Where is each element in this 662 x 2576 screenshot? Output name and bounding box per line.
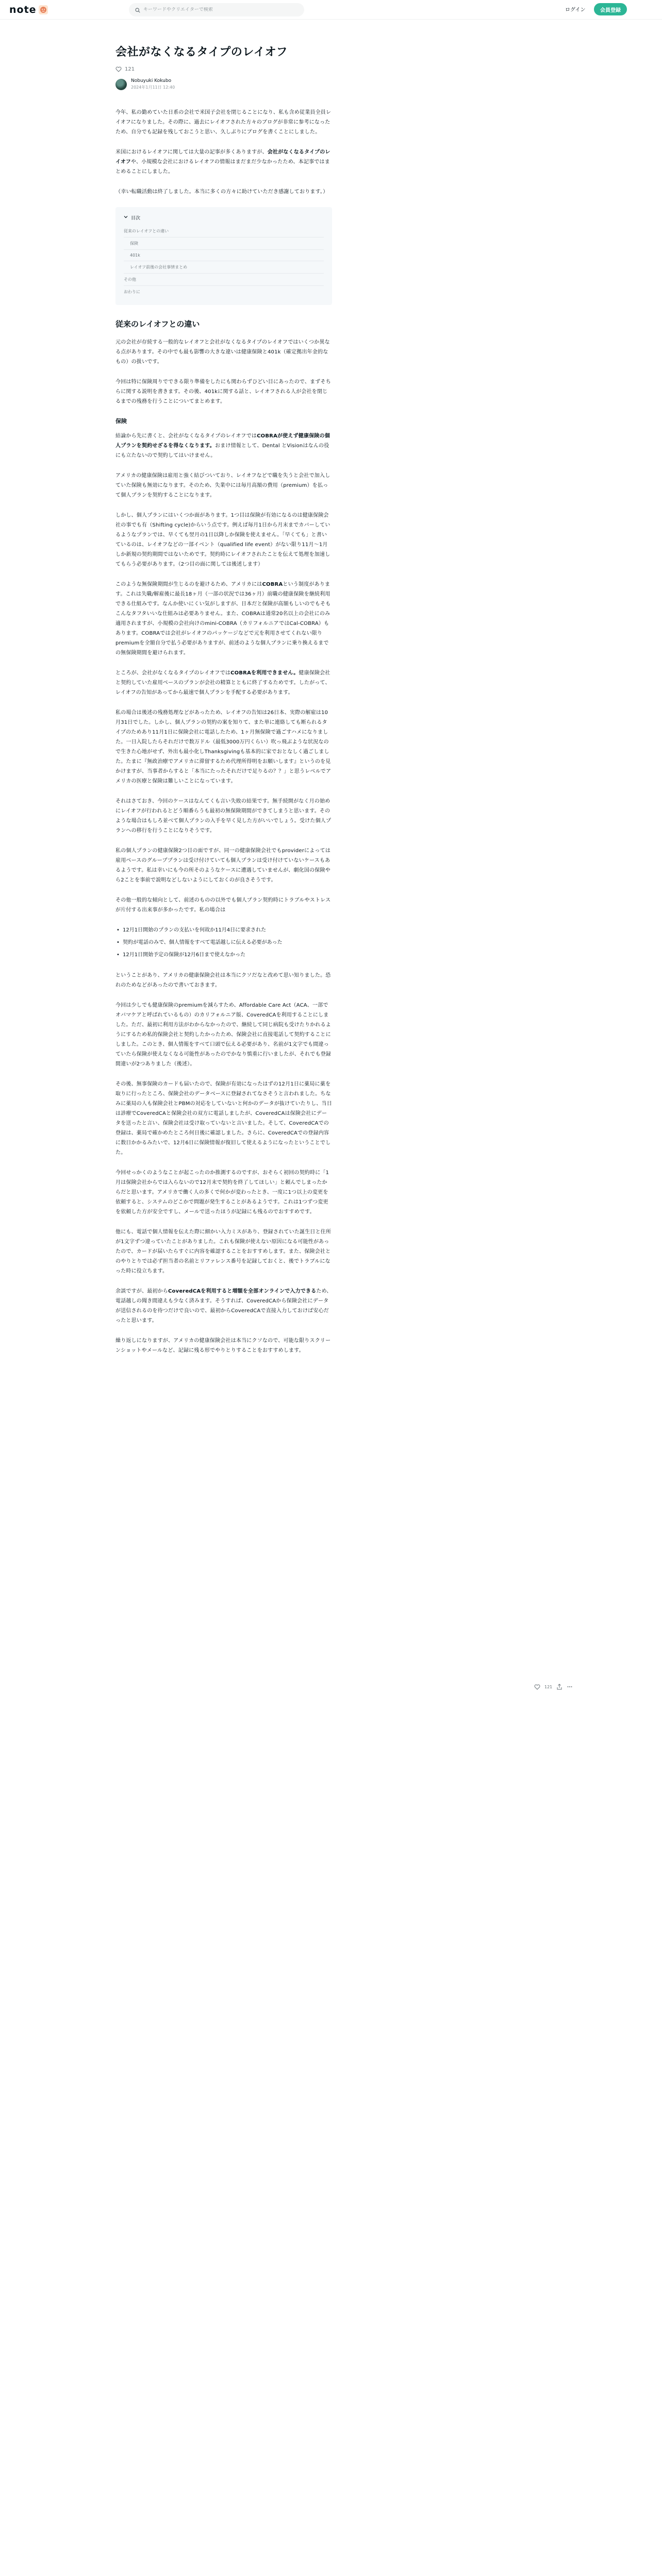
like-row: [115, 66, 332, 72]
search-box[interactable]: [129, 3, 304, 16]
subsection-heading: 保険: [115, 418, 127, 425]
bold-text: COBRAが使えず健康保険の個人プランを契約せざるを得なくなります。: [115, 433, 330, 449]
publish-date: 2024年1月11日 12:40: [131, 85, 175, 90]
article-title: 会社がなくなるタイプのレイオフ: [115, 46, 288, 59]
text-run: ため、電話越しの聞き間違えも少なく済みます。そうすれば、CoveredCAから保険会社にデータが送信されるのを待つだけで良いので、最初からCoveredCAで直接入力しておけば安心だったと思います。: [115, 1289, 332, 1324]
paragraph: 今回せっかくのようなことが起こったのか推測するのですが、おそらく初回の契約時に「1月は保険会社からでは入らないので12月末で契約を終了してほしい」と頼んでしまったからだと思います。アメリカで働く人の多くで何かが変わったとき、一度に1つ以上の変更を依頼すると、システムのどこかで問題が発生することがあるようです。これは1つずつ変更を依頼した方が安全ですし、メールで送ったほうが記録にも残るのでおすすめです。: [115, 1170, 329, 1215]
author-row[interactable]: [115, 78, 332, 90]
text-run: ところが、会社がなくなるタイプのレイオフでは: [115, 670, 231, 676]
paragraph: ということがあり、アメリカの健康保険会社は本当にクソだなと改めて思い知りました。恐れのためなどがあったので書いておきます。: [115, 973, 331, 988]
paragraph: しかし、個人プランにはいくつか面があります。1つ目は保険が有効になるのは健康保険会社の事でも有（Shifting cycle)からいう点です。例えば毎月1日から月末までカバーしているようなプランでは、早くても翌月の1日以降しか保険を使えません。「早くても」と書いているのは、レイオフなどの一部イベント（qualified life event）がない限り11月〜1月しか新規の契約期間ではないためです。契約時にレイオフされたことを伝えて処理を加速してもらう必要があります。（2つ目の面に関しては後述します）: [115, 513, 330, 567]
list-item: • 12月1日開始のプランの支払いを何故か11月4日に要求された: [115, 925, 332, 936]
text-run: このような無保険期間が生じるのを避けるため、アメリカには: [115, 582, 262, 587]
paragraph: [115, 580, 332, 658]
paragraph: 繰り返しになりますが、アメリカの健康保険会社は本当にクソなので、可能な限りスクリーンショットやメールなど、記録に残る形でやりとりすることをおすすめします。: [115, 1338, 331, 1353]
search-input[interactable]: [143, 7, 293, 12]
bold-text: COBRAを利用できません。: [230, 670, 299, 676]
share-icon[interactable]: [556, 1684, 562, 1690]
list-item: • 契約が電話のみで、個人情報をすべて電話越しに伝える必要があった: [115, 938, 332, 948]
toc-item[interactable]: レイオフ前後の会社事情まとめ: [124, 261, 324, 274]
article: [115, 44, 332, 1366]
logo-text: note: [9, 4, 37, 15]
paragraph: アメリカの健康保険は雇用と強く結びついており、レイオフなどで職を失うと会社で加入していた保険も無効になります。そのため、失業中には毎月高額の費用（premium）を払って個人プランを契約することになります。: [115, 473, 330, 498]
text-run: 健康保険会社と契約していた雇用ベースのプランが会社の精算とともに終了するためです。したがって、レイオフの告知があってから最速で個人プランを手配する必要があります。: [115, 670, 330, 696]
paragraph: 今回は特に保険周りでできる限り準備をしたにも関わらずひどい目にあったので、まずそちらに関する説明を書きます。その後、401kに関する話と、レイオフされる人が会社を閉じるまでの残務を行うことについてまとめます。: [115, 379, 331, 404]
paragraph: それはさておき、今回のケースはなんてくも言い失敗の結果です。無手続開がなく月の始めにレイオフが行われるとどう順番らうも最初の無保険期間ができてしまうと思います。そのような場合はもしろ並べて個人プランの入手を早く見した方がいいでしょう。受けた個人プランへの移行を行うことになりそうです。: [115, 799, 332, 834]
bold-text: COBRA: [262, 582, 283, 587]
chevron-down-icon: [124, 215, 128, 221]
site-header: [0, 0, 662, 20]
text-run: という制度があります。これは失職/解雇後に最長18ヶ月（一部の状況では36ヶ月）前職の健康保険を継続利用できる仕組みです。なんか使いにくい気がしますが、日本だと保険が高額もしいのでもそもこんなタフタいいな仕組みは必要ありません。また、COBRAは通常20名以上の会社にのみ適用されますが、小規模の会社向けのmini-COBRA（カリフォルニアではCal-COBRA）もあります。COBRAでは会社がレイオフのパッケージなどで元を利用させてくれない限りpremiumを全額自分で払う必要がありますが、前述のような個人プランに乗り換えるまでの無保険期間を避けられます。: [115, 582, 331, 656]
text-run: 余談ですが、最初から: [115, 1289, 168, 1294]
paragraph: （幸い転職活動は終了しました。本当に多くの方々に助けていただき感謝しております。）: [115, 189, 328, 195]
article-body: [115, 108, 332, 1355]
toc-title: 目次: [131, 216, 141, 221]
paragraph: 元の会社が存続する一般的なレイオフと会社がなくなるタイプのレイオフではいくつか異なる点があります。その中でも最も影響の大きな違いは健康保険と401k（確定拠出年金的なもの）の扱いです。: [115, 340, 330, 365]
paragraph: [115, 668, 332, 698]
table-of-contents: [115, 207, 332, 305]
paragraph: 私の場合は後述の残務処理などがあったため、レイオフの告知は26日本、実際の解雇は10月31日でした。しかし、個人プランの契約の案を知りて、また単に連絡しても断られるタイプのためあり11月1日に保険会社に電話したため、1ヶ月無保険で過ごすハメになりました。一日入院したらそれだけで数万ドル（最低3000万円くらい）吹っ飛ぶような状況なので生きた心地がせず、外出も最小化しThanksgivingも基本的に家でおとなしく過ごしました。たまに『無政治療でアメリカに滞留するため代理所得明をお願いします』というのを見かけますが、当事者からすると「本当にたったそれだけで足りるの？？」と思うレベルでアメリカの医療と保険は難しいことになっています。: [115, 710, 332, 784]
signup-button[interactable]: 会員登録: [594, 3, 627, 15]
note-logo[interactable]: [9, 4, 48, 15]
paragraph: [115, 1286, 332, 1326]
toc-item[interactable]: 保険: [124, 238, 324, 250]
text-run: 結論から先に書くと、会社がなくなるタイプのレイオフでは: [115, 433, 257, 439]
paragraph: [115, 431, 332, 461]
avatar[interactable]: [115, 79, 127, 90]
logo-face-icon: [39, 5, 48, 14]
toc-header[interactable]: [124, 214, 324, 221]
paragraph: 今年、私の勤めていた日系の会社で米国子会社を閉じることになり、私も含め従業員全員レイオフになりました。その際に、過去にレイオフされた方々のブログが非常に参考になったため、自分でも記録を残しておこうと思い、久しぶりにブログを書くことにしました。: [115, 110, 332, 135]
floating-actions: [534, 1684, 573, 1690]
toc-item[interactable]: 従来のレイオフとの違い: [124, 225, 324, 238]
like-count: 121: [544, 1684, 553, 1689]
toc-item[interactable]: 401k: [124, 250, 324, 261]
author-name[interactable]: Nobuyuki Kokubo: [131, 78, 172, 83]
paragraph: 今回は少しでも健康保険のpremiumを減らすため、Affordable Care Act（ACA、一部でオバマケアと呼ばれているもの）のカリフォルニア版、CoveredCAを利用することにしました。ただ、最初に利用方法がわからなかったので、継続して同じ病院も受けたりかれるようにするため私的保険会社と契約したかったため、保険会社に直接電話して契約することにしました。このとき、個人情報をすべて口頭で伝える必要があり、名前が1文字でも間違っていたら保険が使えなくなる可能性があったのでかなり慎重に行いましたが、それでも登録間違いが2つありました（後述）。: [115, 1003, 332, 1067]
heart-icon[interactable]: [534, 1684, 540, 1690]
search-icon: [135, 5, 140, 15]
list-item: • 12月1日開始予定の保険が12月6日まで使えなかった: [115, 950, 332, 960]
text-run: や、小規模な会社におけるレイオフの情報はまだまだ少なかったため、本記事ではまとめることにしました。: [115, 159, 330, 175]
bold-text: CoveredCAを利用すると増額を全部オンラインで入力できる: [168, 1289, 317, 1294]
toc-item[interactable]: おわりに: [124, 290, 140, 294]
paragraph: 他にも、電話で個人情報を伝えた際に細かい入力ミスがあり、登録されていた誕生日と住所が1文字ずつ違っていたことがありました。これも保険が使えない原因になる可能性があったので、カードが届いたらすぐに内容を確認することをおすすめします。また、保険会社とのやりとりでは必ず担当者の名前とリファレンス番号を記録しておくと、後でトラブルになった時に役立ちます。: [115, 1229, 332, 1274]
heart-icon[interactable]: [115, 66, 122, 72]
paragraph: 私の個人プランの健康保険2つ目の面ですが、同一の健康保険会社でもproviderによっては雇用ベースのグループプランは受け付けていても個人プランは受け付けていないケースもあるようです。私は幸いにも今の所そのようなケースに遭遇していませんが、劇化国の保険やら2ことを事前で説明などしないようにしておくのが良さそうです。: [115, 848, 331, 883]
text-run: 米国におけるレイオフに関しては大量の記事が多くありますが、: [115, 149, 268, 155]
bold-text: 会社がなくなるタイプのレイオフ: [115, 149, 330, 165]
login-link[interactable]: ログイン: [565, 7, 586, 13]
toc-item[interactable]: その他: [124, 274, 324, 286]
bullet-list: [115, 925, 332, 960]
paragraph: その他一般的な傾向として、前述のものの以外でも個人プラン契約時にトラブルやストレスが片付する出来事が多かったです。私の場合は: [115, 897, 331, 913]
section-heading: 従来のレイオフとの違い: [115, 319, 200, 329]
more-icon[interactable]: [567, 1684, 573, 1690]
like-count: 121: [125, 66, 135, 72]
paragraph: [115, 147, 332, 177]
paragraph: その後、無事保険のカードも届いたので、保険が有効になったはずの12月1日に薬局に薬を取りに行ったところ、保険会社のデータベースに登録されてなさそうと言われました。ちなみに薬局の人も保険会社とPBMの対応をしていないと何かのデータが抜けていたりし、当日は診療でCoveredCAと保険会社の双方に電話しましたが、CoveredCAは保険会社にデータを送ったと言い、保険会社は受け取っていないと言いました。そして、CoveredCAでの登録は、薬局で確かめたところ何日後に確認しました。さらに、CoveredCAでの登録内容に数日かかるみたいで、12月6日に保険情報が復旧して使えるようになったということでした。: [115, 1081, 332, 1156]
text-run: おまけ情報として、Dental とVisionはなんの役にも立たないので契約してはいけません。: [115, 443, 329, 459]
